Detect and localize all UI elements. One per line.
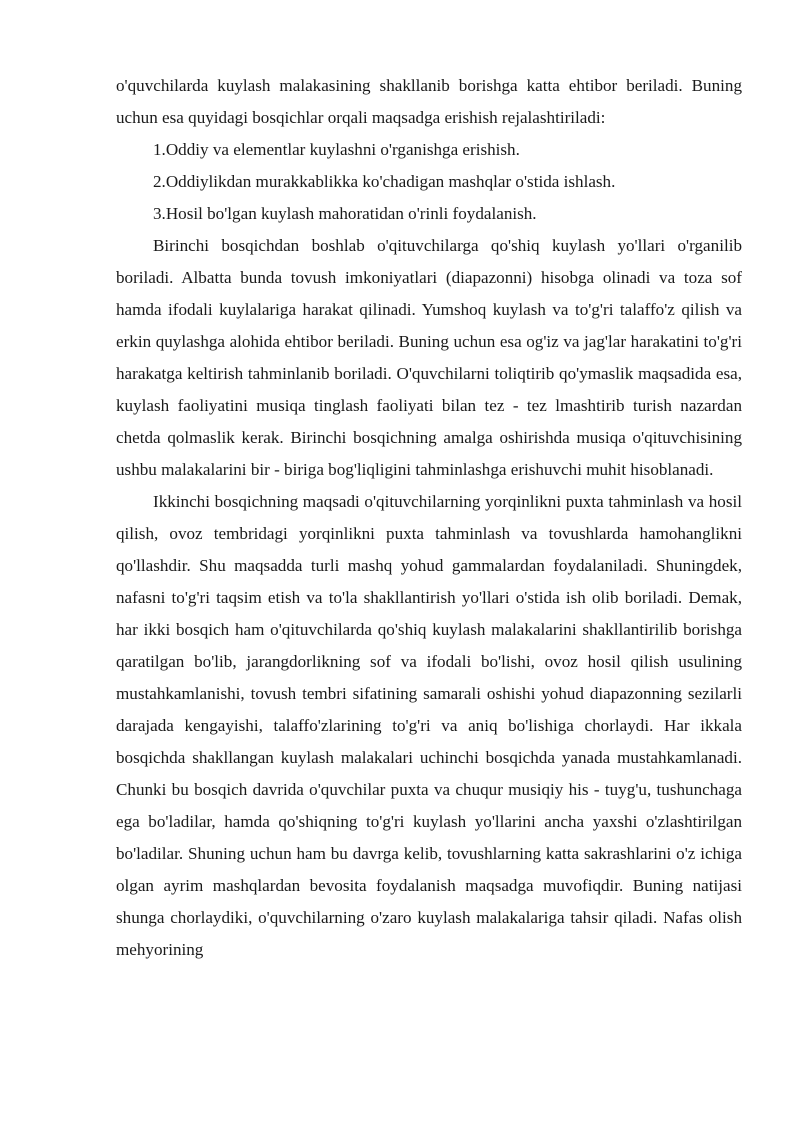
paragraph-first-stage: Birinchi bosqichdan boshlab o'qituvchilarga qo'shiq kuylash yo'llari o'rganilib boriladi. Albatta bunda tovush imkoniyatlari (diapazonni) hisobga olinadi va toza sof hamda ifodali kuylalariga harakat qilinadi. Yumshoq kuylash va to'g'ri talaffo'z qilish va erkin quylashga alohida ehtibor beriladi. Buning uchun esa og'iz va jag'lar harakatini to'g'ri harakatga keltirish tahminlanib boriladi. O'quvchilarni toliqtirib qo'ymaslik maqsadida esa, kuylash faoliyatini musiqa tinglash faoliyati bilan tez - tez lmashtirib turish nazardan chetda qolmaslik kerak. Birinchi bosqichning amalga oshirishda musiqa o'qituvchisining ushbu malakalarini bir - biriga bog'liqligini tahminlashga erishuvchi muhit hisoblanadi. <box>116 236 742 479</box>
list-item: 3.Hosil bo'lgan kuylash mahoratidan o'rinli foydalanish. <box>153 204 537 223</box>
paragraph-second-stage: Ikkinchi bosqichning maqsadi o'qituvchilarning yorqinlikni puxta tahminlash va hosil qilish, ovoz tembridagi yorqinlikni puxta tahminlash va tovushlarda hamohanglikni qo'llashdir. Shu maqsadda turli mashq yohud gammalardan foydalaniladi. Shuningdek, nafasni to'g'ri taqsim etish va to'la shakllantirish yo'llari o'stida ish olib boriladi. Demak, har ikki bosqich ham o'qituvchilarda qo'shiq kuylash malakalarini shakllantirilib borishga qaratilgan bo'lib, jarangdorlikning sof va ifodali bo'lishi, ovoz hosil qilish usulining mustahkamlanishi, tovush tembri sifatining samarali oshishi yohud diapazonning sezilarli darajada kengayishi, talaffo'zlarining to'g'ri va aniq bo'lishiga chorlaydi. Har ikkala bosqichda shakllangan kuylash malakalari uchinchi bosqichda yanada mustahkamlanadi. Chunki bu bosqich davrida o'quvchilar puxta va chuqur musiqiy his - tuyg'u, tushunchaga ega bo'ladilar, hamda qo'shiqning to'g'ri kuylash yo'llarini ancha yaxshi o'zlashtirilgan bo'ladilar. Shuning uchun ham bu davrga kelib, tovushlarning katta sakrashlarini o'z ichiga olgan ayrim mashqlardan bevosita foydalanish maqsadga muvofiqdir. Buning natijasi shunga chorlaydiki, o'quvchilarning o'zaro kuylash malakalariga tahsir qiladi. Nafas olish mehyorining <box>116 492 742 959</box>
document-page <box>116 70 742 966</box>
list-item: 2.Oddiylikdan murakkablikka ko'chadigan mashqlar o'stida ishlash. <box>153 172 616 191</box>
list-item: 1.Oddiy va elementlar kuylashni o'rganishga erishish. <box>153 140 520 159</box>
steps-list <box>116 134 742 230</box>
paragraph-continued: o'quvchilarda kuylash malakasining shakllanib borishga katta ehtibor beriladi. Buning uchun esa quyidagi bosqichlar orqali maqsadga erishish rejalashtiriladi: <box>116 76 742 127</box>
